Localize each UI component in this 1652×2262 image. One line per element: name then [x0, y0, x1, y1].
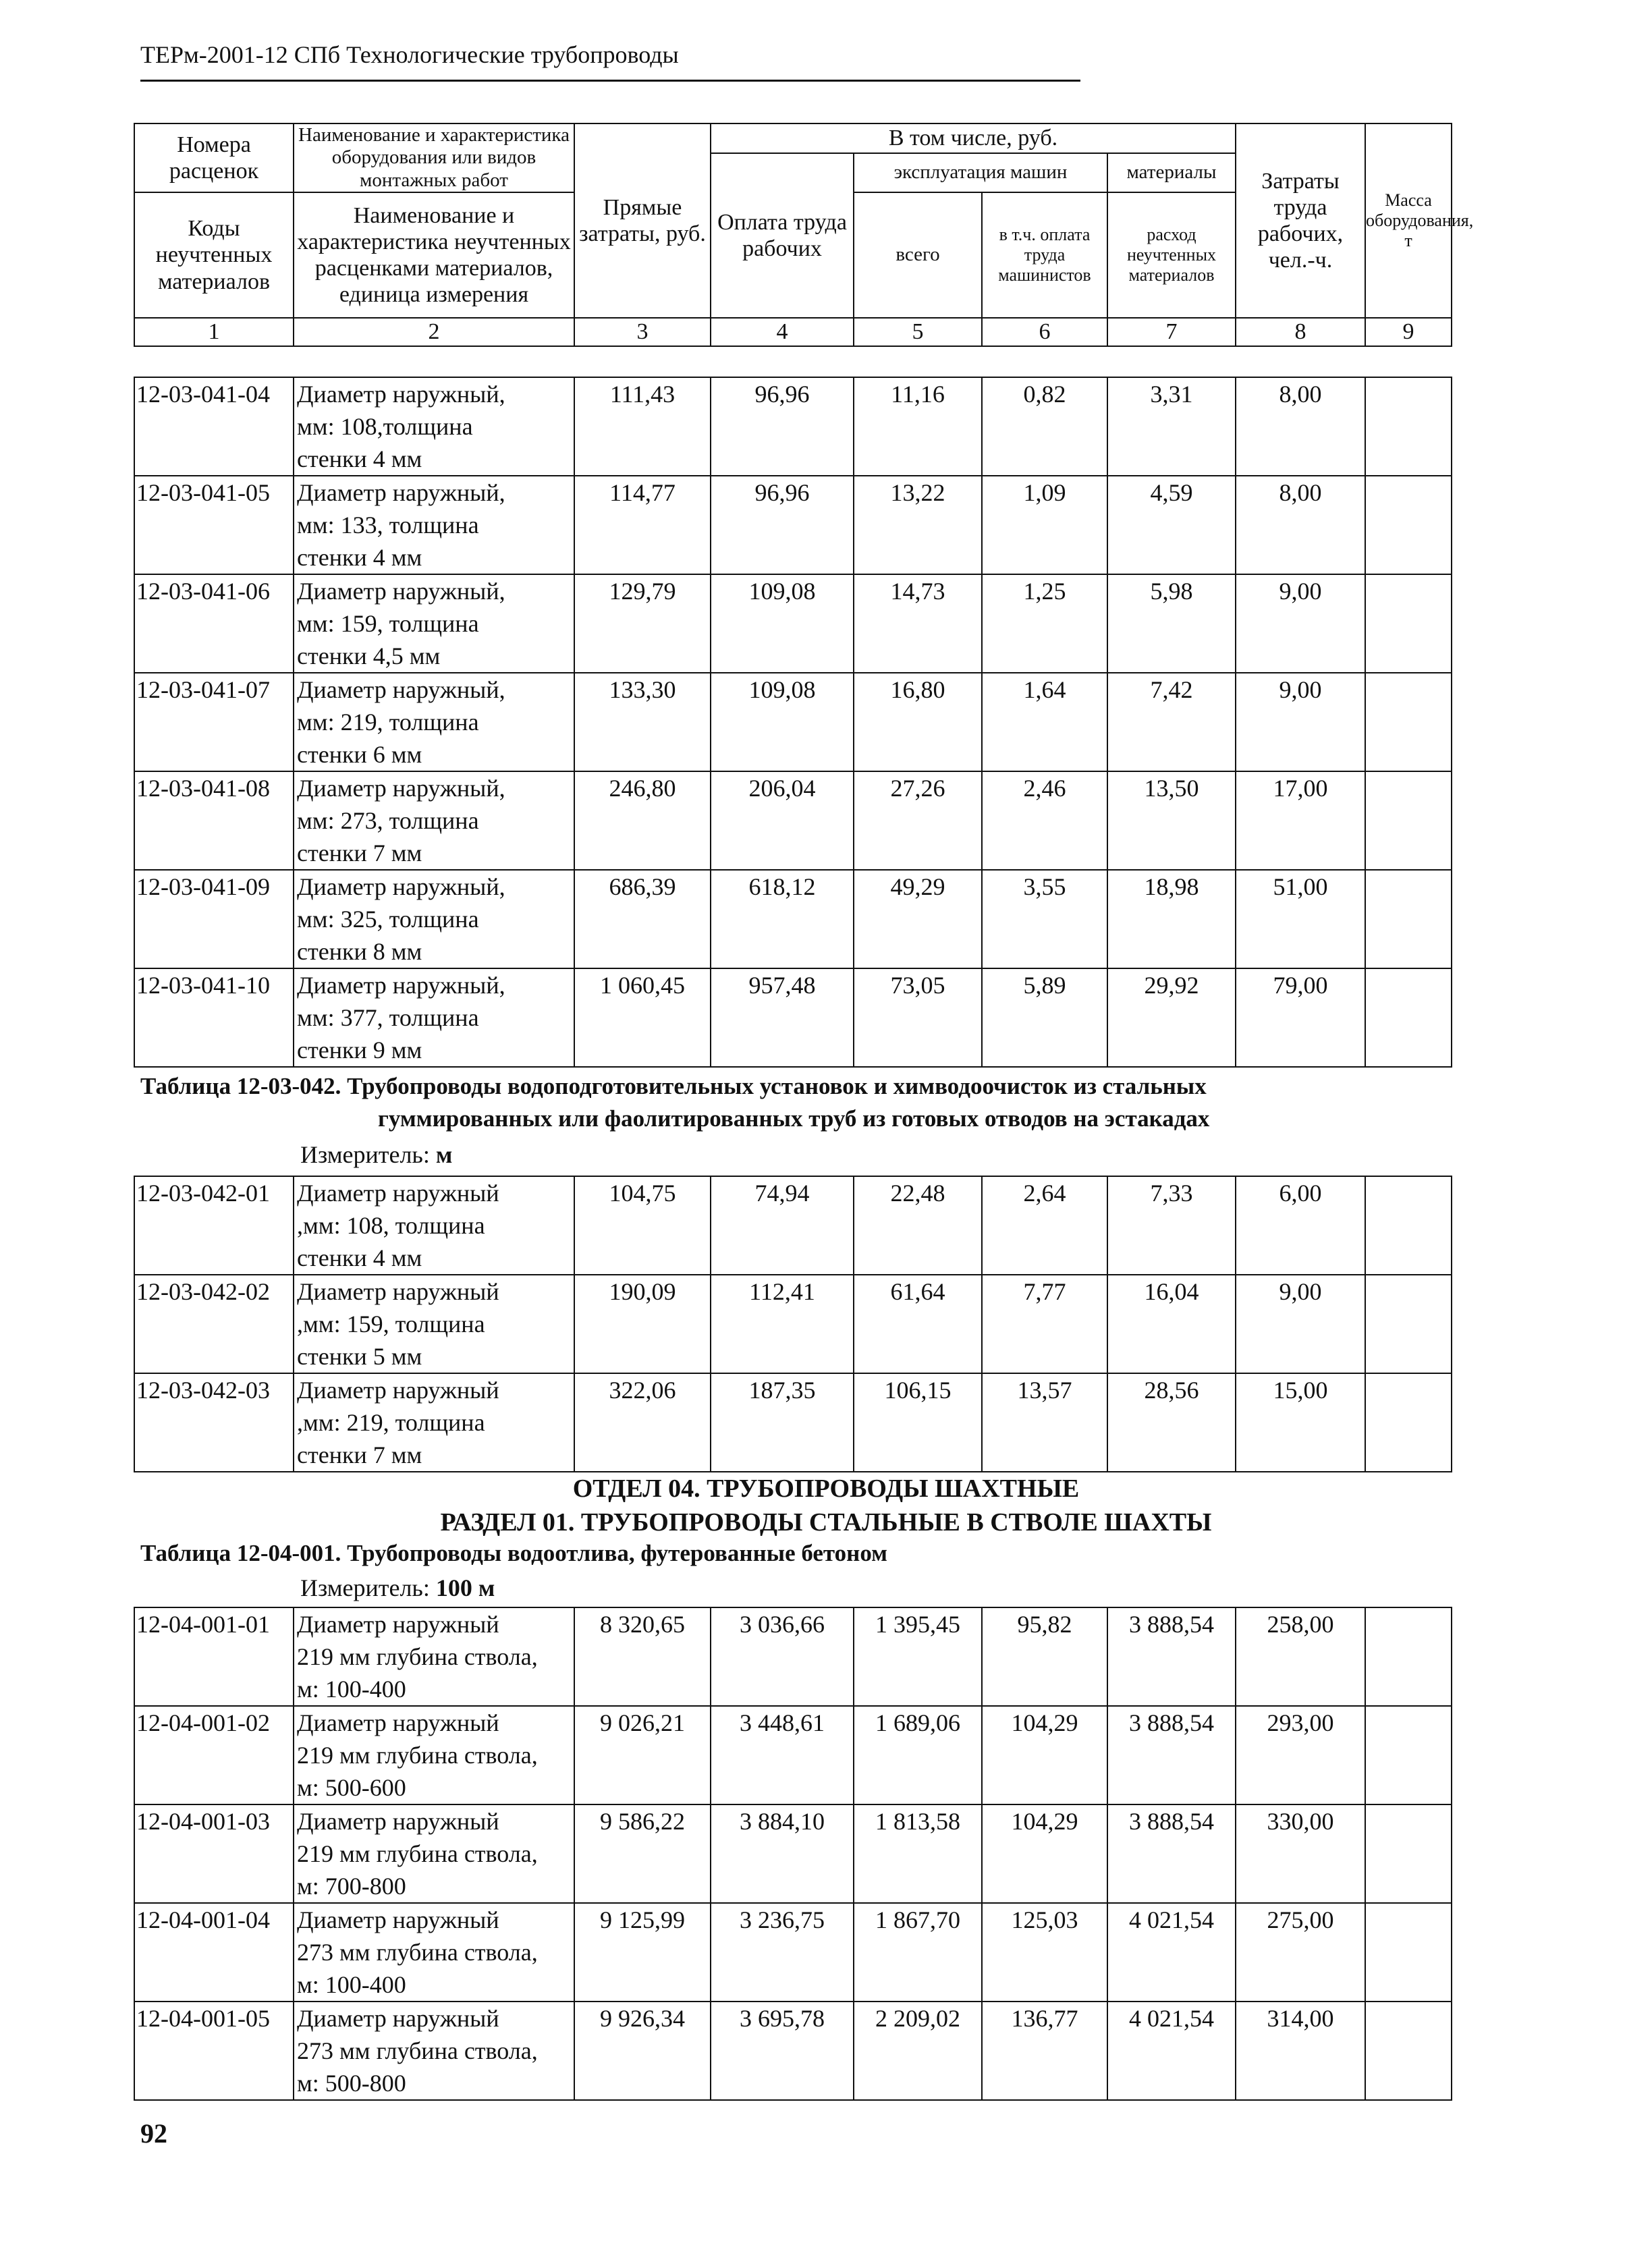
operator-pay-cell: 95,82	[982, 1607, 1107, 1706]
table-row	[134, 574, 1452, 673]
materials-cell: 3,31	[1107, 377, 1236, 476]
header-machines-total: всего	[854, 192, 982, 318]
description-line: м: 100-400	[297, 1676, 406, 1703]
materials-cell: 13,50	[1107, 771, 1236, 870]
page-number: 92	[140, 2118, 167, 2149]
operator-pay-cell: 136,77	[982, 2002, 1107, 2100]
worker-pay-cell: 109,08	[711, 574, 854, 673]
measure-unit: 100 м	[435, 1574, 495, 1601]
direct-costs-cell: 322,06	[574, 1373, 711, 1472]
table-row	[134, 1706, 1452, 1804]
table-row	[134, 968, 1452, 1067]
labor-hours-cell: 6,00	[1236, 1176, 1365, 1275]
worker-pay-cell: 618,12	[711, 870, 854, 968]
table-row	[134, 1373, 1452, 1472]
machines-total-cell: 13,22	[854, 476, 982, 574]
work-description	[294, 1373, 574, 1472]
description-line: мм: 273, толщина	[297, 807, 479, 834]
description-line: ,мм: 219, толщина	[297, 1409, 485, 1436]
worker-pay-cell: 3 236,75	[711, 1903, 854, 2002]
header-worker-pay: Оплата труда рабочих	[711, 153, 854, 318]
table-row	[134, 771, 1452, 870]
worker-pay-cell: 96,96	[711, 377, 854, 476]
description-line: мм: 108,толщина	[297, 413, 473, 440]
operator-pay-cell: 0,82	[982, 377, 1107, 476]
running-head-rule	[140, 80, 1080, 82]
direct-costs-cell: 104,75	[574, 1176, 711, 1275]
worker-pay-cell: 206,04	[711, 771, 854, 870]
rate-code: 12-03-041-06	[134, 574, 294, 673]
direct-costs-cell: 686,39	[574, 870, 711, 968]
operator-pay-cell: 5,89	[982, 968, 1107, 1067]
description-line: мм: 159, толщина	[297, 610, 479, 637]
labor-hours-cell: 8,00	[1236, 476, 1365, 574]
description-line: стенки 4 мм	[297, 1244, 422, 1271]
description-line: ,мм: 108, толщина	[297, 1212, 485, 1239]
measure-label: Измеритель:	[300, 1574, 430, 1601]
description-line: Диаметр наружный	[297, 1709, 499, 1736]
description-line: стенки 7 мм	[297, 839, 422, 866]
column-number: 5	[854, 318, 982, 346]
equipment-mass-cell	[1365, 2002, 1452, 2100]
subsection-title: РАЗДЕЛ 01. ТРУБОПРОВОДЫ СТАЛЬНЫЕ В СТВОЛЕ ШАХТЫ	[440, 1508, 1212, 1537]
materials-cell: 28,56	[1107, 1373, 1236, 1472]
materials-cell: 18,98	[1107, 870, 1236, 968]
table-12-04-001-measure	[300, 1574, 495, 1602]
labor-hours-cell: 330,00	[1236, 1804, 1365, 1903]
table-row	[134, 1804, 1452, 1903]
description-line: 219 мм глубина ствола,	[297, 1742, 538, 1769]
labor-hours-cell: 15,00	[1236, 1373, 1365, 1472]
header-direct-costs: Прямые затраты, руб.	[574, 123, 711, 318]
direct-costs-cell: 1 060,45	[574, 968, 711, 1067]
work-description	[294, 1804, 574, 1903]
description-line: стенки 6 мм	[297, 741, 422, 768]
worker-pay-cell: 96,96	[711, 476, 854, 574]
description-line: м: 700-800	[297, 1873, 406, 1900]
labor-hours-cell: 51,00	[1236, 870, 1365, 968]
work-description	[294, 1903, 574, 2002]
description-line: Диаметр наружный,	[297, 775, 505, 802]
operator-pay-cell: 2,64	[982, 1176, 1107, 1275]
equipment-mass-cell	[1365, 377, 1452, 476]
worker-pay-cell: 74,94	[711, 1176, 854, 1275]
column-number: 4	[711, 318, 854, 346]
description-line: Диаметр наружный,	[297, 381, 505, 408]
description-line: Диаметр наружный,	[297, 479, 505, 506]
table-row	[134, 377, 1452, 476]
labor-hours-cell: 9,00	[1236, 1275, 1365, 1373]
worker-pay-cell: 109,08	[711, 673, 854, 771]
header-work-name: Наименование и характеристика оборудования или видов монтажных работ	[294, 123, 574, 192]
table-12-03-042-caption-line1: Таблица 12-03-042. Трубопроводы водоподготовительных установок и химводоочисток из стальных	[140, 1073, 1207, 1099]
header-unaccounted-materials: расход неучтенных материалов	[1107, 192, 1236, 318]
rate-code: 12-04-001-02	[134, 1706, 294, 1804]
table-row	[134, 673, 1452, 771]
column-number: 9	[1365, 318, 1452, 346]
description-line: стенки 5 мм	[297, 1343, 422, 1370]
description-line: Диаметр наружный	[297, 1906, 499, 1933]
rate-code: 12-03-042-02	[134, 1275, 294, 1373]
work-description	[294, 377, 574, 476]
table-12-04-001	[134, 1607, 1452, 2101]
description-line: 273 мм глубина ствола,	[297, 2037, 538, 2064]
operator-pay-cell: 3,55	[982, 870, 1107, 968]
description-line: мм: 377, толщина	[297, 1004, 479, 1031]
worker-pay-cell: 3 695,78	[711, 2002, 854, 2100]
description-line: м: 500-800	[297, 2070, 406, 2097]
worker-pay-cell: 3 036,66	[711, 1607, 854, 1706]
direct-costs-cell: 8 320,65	[574, 1607, 711, 1706]
description-line: стенки 4 мм	[297, 544, 422, 571]
description-line: Диаметр наружный,	[297, 676, 505, 703]
rate-code: 12-03-042-01	[134, 1176, 294, 1275]
work-description	[294, 870, 574, 968]
equipment-mass-cell	[1365, 1275, 1452, 1373]
machines-total-cell: 11,16	[854, 377, 982, 476]
direct-costs-cell: 129,79	[574, 574, 711, 673]
column-number: 2	[294, 318, 574, 346]
materials-cell: 3 888,54	[1107, 1706, 1236, 1804]
table-row	[134, 1176, 1452, 1275]
machines-total-cell: 106,15	[854, 1373, 982, 1472]
description-line: Диаметр наружный,	[297, 578, 505, 605]
rate-code: 12-03-041-08	[134, 771, 294, 870]
table-12-03-042	[134, 1176, 1452, 1472]
column-number: 3	[574, 318, 711, 346]
operator-pay-cell: 125,03	[982, 1903, 1107, 2002]
description-line: стенки 4 мм	[297, 445, 422, 472]
work-description	[294, 673, 574, 771]
machines-total-cell: 14,73	[854, 574, 982, 673]
machines-total-cell: 73,05	[854, 968, 982, 1067]
column-number: 6	[982, 318, 1107, 346]
section-title: ОТДЕЛ 04. ТРУБОПРОВОДЫ ШАХТНЫЕ	[572, 1474, 1080, 1503]
operator-pay-cell: 1,25	[982, 574, 1107, 673]
worker-pay-cell: 187,35	[711, 1373, 854, 1472]
worker-pay-cell: 112,41	[711, 1275, 854, 1373]
labor-hours-cell: 8,00	[1236, 377, 1365, 476]
work-description	[294, 476, 574, 574]
rate-code: 12-03-041-09	[134, 870, 294, 968]
description-line: м: 100-400	[297, 1971, 406, 1998]
column-number: 1	[134, 318, 294, 346]
direct-costs-cell: 190,09	[574, 1275, 711, 1373]
header-labor-hours: Затраты труда рабочих, чел.-ч.	[1236, 123, 1365, 318]
work-description	[294, 574, 574, 673]
measure-unit: м	[435, 1141, 453, 1168]
header-unaccounted-codes: Коды неучтенных материалов	[134, 192, 294, 318]
materials-cell: 4 021,54	[1107, 1903, 1236, 2002]
direct-costs-cell: 9 026,21	[574, 1706, 711, 1804]
materials-cell: 7,33	[1107, 1176, 1236, 1275]
direct-costs-cell: 133,30	[574, 673, 711, 771]
labor-hours-cell: 314,00	[1236, 2002, 1365, 2100]
labor-hours-cell: 258,00	[1236, 1607, 1365, 1706]
rate-code: 12-04-001-05	[134, 2002, 294, 2100]
operator-pay-cell: 104,29	[982, 1706, 1107, 1804]
description-line: м: 500-600	[297, 1774, 406, 1801]
equipment-mass-cell	[1365, 476, 1452, 574]
equipment-mass-cell	[1365, 1706, 1452, 1804]
description-line: 219 мм глубина ствола,	[297, 1840, 538, 1867]
description-line: 219 мм глубина ствола,	[297, 1643, 538, 1670]
description-line: Диаметр наружный	[297, 1611, 499, 1638]
machines-total-cell: 1 867,70	[854, 1903, 982, 2002]
materials-cell: 7,42	[1107, 673, 1236, 771]
equipment-mass-cell	[1365, 1903, 1452, 2002]
rate-code: 12-04-001-04	[134, 1903, 294, 2002]
machines-total-cell: 22,48	[854, 1176, 982, 1275]
materials-cell: 5,98	[1107, 574, 1236, 673]
header-materials: материалы	[1107, 153, 1236, 192]
equipment-mass-cell	[1365, 1804, 1452, 1903]
table-12-03-042-caption-line2: гуммированных или фаолитированных труб из готовых отводов на эстакадах	[378, 1105, 1210, 1132]
equipment-mass-cell	[1365, 1176, 1452, 1275]
table-12-03-041	[134, 377, 1452, 1068]
work-description	[294, 968, 574, 1067]
work-description	[294, 1607, 574, 1706]
work-description	[294, 1275, 574, 1373]
equipment-mass-cell	[1365, 771, 1452, 870]
description-line: Диаметр наружный	[297, 1808, 499, 1835]
direct-costs-cell: 9 586,22	[574, 1804, 711, 1903]
labor-hours-cell: 293,00	[1236, 1706, 1365, 1804]
materials-cell: 4,59	[1107, 476, 1236, 574]
description-line: стенки 7 мм	[297, 1441, 422, 1468]
header-unaccounted-name: Наименование и характеристика неучтенных расценками материалов, единица измерения	[294, 192, 574, 318]
table-12-04-001-caption: Таблица 12-04-001. Трубопроводы водоотлива, футерованные бетоном	[140, 1540, 887, 1566]
equipment-mass-cell	[1365, 968, 1452, 1067]
work-description	[294, 2002, 574, 2100]
labor-hours-cell: 79,00	[1236, 968, 1365, 1067]
machines-total-cell: 16,80	[854, 673, 982, 771]
machines-total-cell: 61,64	[854, 1275, 982, 1373]
measure-label: Измеритель:	[300, 1141, 430, 1168]
labor-hours-cell: 9,00	[1236, 574, 1365, 673]
labor-hours-cell: 17,00	[1236, 771, 1365, 870]
machines-total-cell: 27,26	[854, 771, 982, 870]
header-operator-pay: в т.ч. оплата труда машинистов	[982, 192, 1107, 318]
table-12-03-042-measure	[300, 1140, 452, 1169]
materials-cell: 3 888,54	[1107, 1804, 1236, 1903]
machines-total-cell: 1 395,45	[854, 1607, 982, 1706]
direct-costs-cell: 111,43	[574, 377, 711, 476]
materials-cell: 16,04	[1107, 1275, 1236, 1373]
rate-code: 12-04-001-01	[134, 1607, 294, 1706]
machines-total-cell: 1 813,58	[854, 1804, 982, 1903]
description-line: ,мм: 159, толщина	[297, 1311, 485, 1337]
equipment-mass-cell	[1365, 1373, 1452, 1472]
column-header-table	[134, 123, 1474, 347]
direct-costs-cell: 9 926,34	[574, 2002, 711, 2100]
operator-pay-cell: 7,77	[982, 1275, 1107, 1373]
table-row	[134, 1903, 1452, 2002]
description-line: Диаметр наружный,	[297, 972, 505, 999]
direct-costs-cell: 9 125,99	[574, 1903, 711, 2002]
header-machines: эксплуатация машин	[854, 153, 1107, 192]
description-line: мм: 219, толщина	[297, 709, 479, 736]
header-including: В том числе, руб.	[711, 123, 1236, 153]
machines-total-cell: 49,29	[854, 870, 982, 968]
column-number: 8	[1236, 318, 1365, 346]
worker-pay-cell: 3 884,10	[711, 1804, 854, 1903]
description-line: Диаметр наружный	[297, 2005, 499, 2032]
description-line: стенки 9 мм	[297, 1037, 422, 1064]
equipment-mass-cell	[1365, 574, 1452, 673]
table-row	[134, 476, 1452, 574]
equipment-mass-cell	[1365, 1607, 1452, 1706]
description-line: мм: 133, толщина	[297, 512, 479, 539]
materials-cell: 3 888,54	[1107, 1607, 1236, 1706]
equipment-mass-cell	[1365, 870, 1452, 968]
description-line: 273 мм глубина ствола,	[297, 1939, 538, 1966]
rate-code: 12-03-041-05	[134, 476, 294, 574]
direct-costs-cell: 114,77	[574, 476, 711, 574]
materials-cell: 4 021,54	[1107, 2002, 1236, 2100]
worker-pay-cell: 3 448,61	[711, 1706, 854, 1804]
rate-code: 12-03-041-10	[134, 968, 294, 1067]
labor-hours-cell: 9,00	[1236, 673, 1365, 771]
work-description	[294, 1706, 574, 1804]
rate-code: 12-03-041-04	[134, 377, 294, 476]
materials-cell: 29,92	[1107, 968, 1236, 1067]
description-line: стенки 4,5 мм	[297, 642, 441, 669]
table-row	[134, 1607, 1452, 1706]
machines-total-cell: 1 689,06	[854, 1706, 982, 1804]
operator-pay-cell: 1,09	[982, 476, 1107, 574]
work-description	[294, 1176, 574, 1275]
rate-code: 12-03-041-07	[134, 673, 294, 771]
direct-costs-cell: 246,80	[574, 771, 711, 870]
description-line: Диаметр наружный	[297, 1377, 499, 1404]
worker-pay-cell: 957,48	[711, 968, 854, 1067]
rate-code: 12-03-042-03	[134, 1373, 294, 1472]
header-rate-numbers: Номера расценок	[134, 123, 294, 192]
description-line: Диаметр наружный,	[297, 873, 505, 900]
rate-code: 12-04-001-03	[134, 1804, 294, 1903]
work-description	[294, 771, 574, 870]
labor-hours-cell: 275,00	[1236, 1903, 1365, 2002]
table-row	[134, 870, 1452, 968]
description-line: Диаметр наружный	[297, 1278, 499, 1305]
column-number: 7	[1107, 318, 1236, 346]
description-line: мм: 325, толщина	[297, 906, 479, 933]
operator-pay-cell: 13,57	[982, 1373, 1107, 1472]
header-equipment-mass: Масса оборудования, т	[1365, 123, 1452, 318]
description-line: стенки 8 мм	[297, 938, 422, 965]
operator-pay-cell: 2,46	[982, 771, 1107, 870]
table-row	[134, 2002, 1452, 2100]
operator-pay-cell: 104,29	[982, 1804, 1107, 1903]
equipment-mass-cell	[1365, 673, 1452, 771]
table-row	[134, 1275, 1452, 1373]
description-line: Диаметр наружный	[297, 1180, 499, 1207]
running-head: ТЕРм-2001-12 СПб Технологические трубопроводы	[140, 41, 679, 68]
operator-pay-cell: 1,64	[982, 673, 1107, 771]
machines-total-cell: 2 209,02	[854, 2002, 982, 2100]
